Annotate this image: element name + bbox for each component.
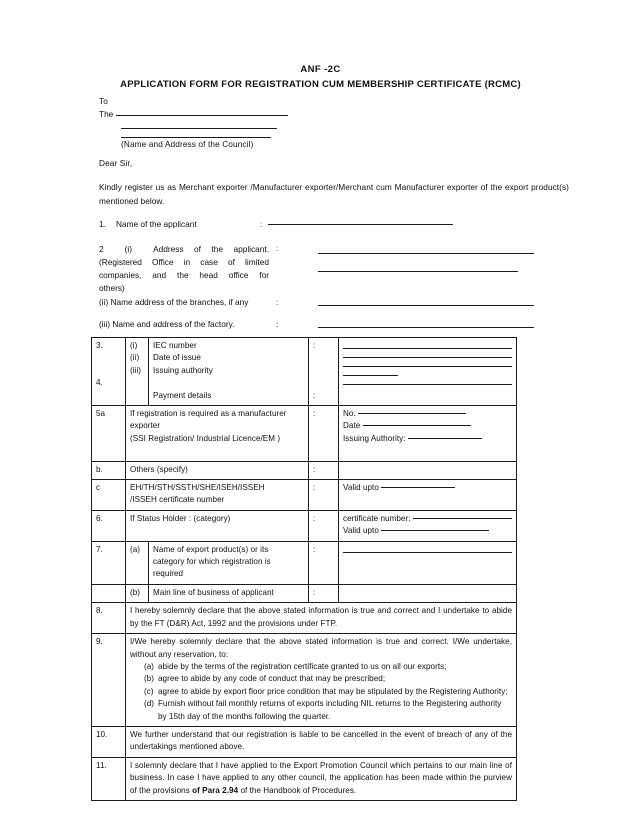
row-3-colon: : <box>313 341 316 350</box>
row-8-number: 8. <box>92 603 126 634</box>
row-9-mark-b: (b) <box>144 674 155 684</box>
the-label: The <box>99 109 114 119</box>
table-row-5a <box>92 406 517 462</box>
item-2-label-iii: (iii) Name and address of the factory. <box>99 319 235 329</box>
row-3-label-0: IEC number <box>153 341 197 350</box>
row-3-label-2: Issuing authority <box>153 365 213 375</box>
row-8-declaration: I hereby solemnly declare that the above stated information is true and correct and I undertake to abide by the FT (D&R) Act, 1992 and the provisions under FTP. <box>126 603 517 634</box>
table-row-11 <box>92 757 517 800</box>
item-2-label-group <box>99 243 269 295</box>
table-row-5b <box>92 461 517 479</box>
row-5c-number: c <box>92 480 126 511</box>
row-6-valid-label: Valid upto <box>343 526 382 536</box>
row-9-mark-d: (d) <box>144 699 155 709</box>
row-5a-no <box>343 408 512 420</box>
row-9-item-b <box>130 673 512 685</box>
row-5b-number: b. <box>92 461 126 479</box>
table-row-10 <box>92 726 517 757</box>
row-7b-number-empty <box>92 584 126 602</box>
row-5a-date-label: Date <box>343 421 363 431</box>
item-2-branches-blank[interactable] <box>318 305 534 306</box>
row-5c-label-line2: /ISSEH certificate number <box>130 495 225 505</box>
row-7-number: 7. <box>92 541 126 584</box>
table-row-8 <box>92 603 517 634</box>
the-row <box>99 108 559 121</box>
row-10-number: 10. <box>92 726 126 757</box>
row-9-item-a <box>130 661 512 673</box>
row-3-roman-2: (iii) <box>130 365 142 375</box>
item-2-address-blank-2[interactable] <box>318 271 518 272</box>
table-row-6 <box>92 510 517 541</box>
payment-details-blank[interactable] <box>343 384 512 385</box>
row-6-valid-blank[interactable] <box>381 530 489 531</box>
row-10-declaration: We further understand that our registration is liable to be cancelled in the event of breach of any of the undertakings mentioned above. <box>126 726 517 757</box>
row-6-cert-number <box>343 513 512 525</box>
row-7a-label-line1: Name of export product(s) or its <box>153 544 269 554</box>
row-5a-label-line1: If registration is required as a manufacturer <box>130 409 287 419</box>
row-3-labels <box>149 338 309 406</box>
row-5a-issuing-blank[interactable] <box>408 438 482 439</box>
item-2-colon-ii: : <box>276 297 279 307</box>
row-5a-date-blank[interactable] <box>363 425 471 426</box>
row-4-num-text: 4. <box>96 378 103 388</box>
row-5a-number: 5a <box>92 406 126 462</box>
item-2-label-i <box>99 243 269 256</box>
item-2-label-i-cont3: others) <box>99 283 125 293</box>
row-5c-valid-blank[interactable] <box>381 487 455 488</box>
row-7a-label-line2: category for which registration is <box>153 557 271 567</box>
row-7a-colon: : <box>309 541 339 584</box>
table-row-7b <box>92 584 517 602</box>
row-6-cert-blank[interactable] <box>413 518 512 519</box>
row-9-number: 9. <box>92 634 126 727</box>
row-7a-mark: (a) <box>126 541 149 584</box>
table-row-3-4 <box>92 338 517 406</box>
row-9-text-b: agree to abide by any code of conduct that may be prescribed; <box>158 674 386 684</box>
council-name-blank-1[interactable] <box>116 115 288 116</box>
row-9-text-c: agree to abide by export floor price condition that may be stipulated by the Registering Authority; <box>158 686 508 696</box>
to-label: To <box>99 96 108 106</box>
item-1-label: Name of the applicant <box>116 219 197 229</box>
row-5a-no-label: No. <box>343 409 359 419</box>
row-6-label: If Status Holder : (category) <box>126 510 309 541</box>
row-11-para-reference: of Para 2.94 <box>192 785 239 795</box>
item-2-roman-i: (i) <box>124 244 133 254</box>
row-3-value-cell <box>339 338 517 406</box>
row-11-declaration <box>126 757 517 800</box>
table-row-7a <box>92 541 517 584</box>
item-1-colon: : <box>260 219 263 229</box>
row-5a-issuing <box>343 433 512 445</box>
row-3-num-text: 3. <box>96 341 103 350</box>
council-name-blank-2-wrap <box>99 128 559 129</box>
row-5a-label-line3: (SSI Registration/ Industrial Licence/EM ) <box>130 433 281 443</box>
intro-paragraph: Kindly register us as Merchant exporter /Manufacturer exporter/Merchant cum Manufacturer exporter of the export product(s) mentioned below. <box>99 182 569 206</box>
row-3-label-1: Date of issue <box>153 353 201 363</box>
row-5b-label: Others (specify) <box>126 461 309 479</box>
row-5a-no-blank[interactable] <box>358 413 466 414</box>
item-2-number: 2 <box>99 244 104 254</box>
row-3-colon-cell <box>309 338 339 406</box>
row-9-text-d: Furnish without fail monthly returns of exports including NIL returns to the Registering authority by 15th day of the months following the quarter. <box>158 699 502 721</box>
row-7a-label-line3: required <box>153 569 184 579</box>
row-11-text-part1: I solemnly declare that I have applied to the Export Promotion Council which pertains to our main line of business. In case I have applied to any other council, the application has been made within the purview of the provisions <box>130 760 512 795</box>
item-2-colon-i: : <box>276 243 279 253</box>
council-name-blank-2[interactable] <box>121 128 277 129</box>
row-7b-value[interactable] <box>339 584 517 602</box>
item-2-colon-iii: : <box>276 319 279 329</box>
row-5c-label <box>126 480 309 511</box>
row-7a-product-blank[interactable] <box>343 552 512 553</box>
row-11-number: 11. <box>92 757 126 800</box>
page-title: APPLICATION FORM FOR REGISTRATION CUM MEMBERSHIP CERTIFICATE (RCMC) <box>120 79 521 90</box>
row-6-cert-label: certificate number: <box>343 513 413 523</box>
row-7b-mark: (b) <box>126 584 149 602</box>
council-caption: (Name and Address of the Council) <box>121 139 254 149</box>
row-7a-label <box>149 541 309 584</box>
row-5b-value[interactable] <box>339 461 517 479</box>
row-9-lead-text: I/We hereby solemnly declare that the above stated information is true and correct. I/We undertake, without any reservation, to: <box>130 637 512 659</box>
row-4-payment-label: Payment details <box>153 390 212 400</box>
row-6-colon: : <box>309 510 339 541</box>
row-7a-value <box>339 541 517 584</box>
row-5a-date <box>343 420 512 432</box>
row-6-values <box>339 510 517 541</box>
row-9-text-a: abide by the terms of the registration certificate granted to us on all our exports; <box>158 661 447 671</box>
item-2-label-i-cont1: (Registered Office in case of limited <box>99 257 269 267</box>
row-9-item-d <box>130 698 512 723</box>
addressee-block <box>99 95 559 151</box>
table-row-5c <box>92 480 517 511</box>
row-9-item-c <box>130 686 512 698</box>
row-5c-label-line1: EH/TH/STH/SSTH/SHE/ISEH/ISSEH <box>130 483 265 493</box>
row-5c-valid-upto <box>343 482 512 494</box>
item-2-address-blank-1[interactable] <box>318 253 534 254</box>
row-5c-colon: : <box>309 480 339 511</box>
item-2-label-i-text: Address of the applicant. <box>153 244 269 254</box>
row-5a-label-line2: exporter <box>130 421 161 431</box>
form-code: ANF -2C <box>300 64 341 75</box>
application-details-table <box>91 337 517 801</box>
table-row-9 <box>92 634 517 727</box>
row-6-number: 6. <box>92 510 126 541</box>
row-11-text-part2: of the Handbook of Procedures. <box>238 785 357 795</box>
row-5c-valid-label: Valid upto <box>343 483 382 493</box>
row-5c-value <box>339 480 517 511</box>
row-9-mark-a: (a) <box>144 661 155 671</box>
row-9-mark-c: (c) <box>144 686 154 696</box>
row-5a-issuing-label: Issuing Authority: <box>343 433 408 443</box>
row-3-number <box>92 338 126 406</box>
item-2-label-i-cont2: companies, and the head office for <box>99 270 269 280</box>
row-3-roman-0: (i) <box>130 341 138 350</box>
row-5a-label <box>126 406 309 462</box>
row-4-colon: : <box>313 390 316 400</box>
row-5a-values <box>339 406 517 462</box>
item-1-input-blank[interactable] <box>268 224 453 225</box>
row-9-declaration <box>126 634 517 727</box>
item-1-name-of-applicant <box>99 219 569 229</box>
row-5a-colon: : <box>309 406 339 462</box>
row-5b-colon: : <box>309 461 339 479</box>
row-6-valid-upto <box>343 525 512 537</box>
salutation: Dear Sir, <box>99 158 133 168</box>
row-7b-colon: : <box>309 584 339 602</box>
item-2-label-ii: (ii) Name address of the branches, if any <box>99 297 249 307</box>
row-3-romans <box>126 338 149 406</box>
row-9-sub-list <box>130 661 512 723</box>
item-2-factory-blank[interactable] <box>318 327 534 328</box>
row-7b-label: Main line of business of applicant <box>149 584 309 602</box>
row-3-roman-1: (ii) <box>130 353 140 363</box>
item-1-number: 1. <box>99 219 106 229</box>
